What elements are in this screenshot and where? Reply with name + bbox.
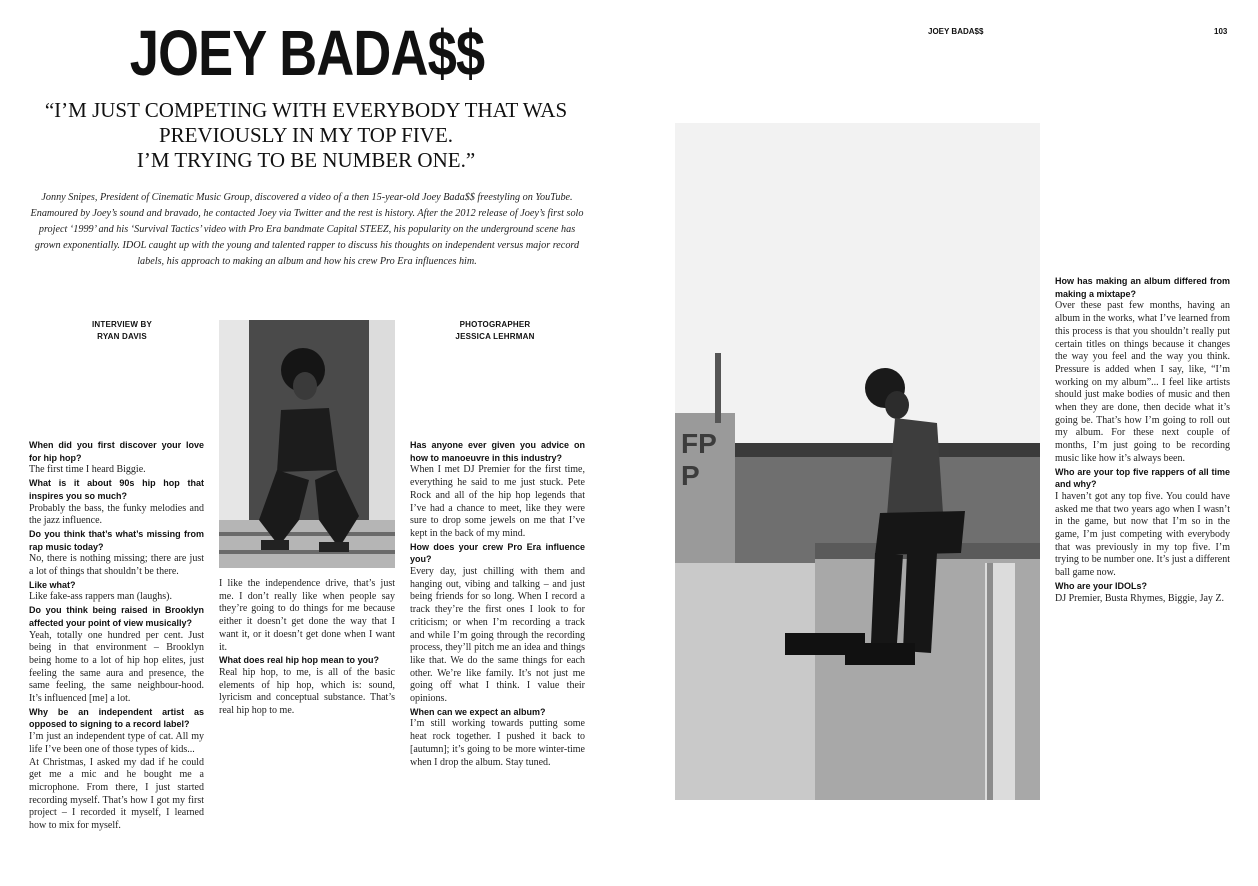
photographer-credit-name: JESSICA LEHRMAN <box>455 332 535 341</box>
answer: DJ Premier, Busta Rhymes, Biggie, Jay Z. <box>1055 592 1225 604</box>
page-number: 103 <box>1214 27 1228 36</box>
question: How has making an album differed from making a mixtape? <box>1055 276 1230 299</box>
pull-quote-line: PREVIOUSLY IN MY TOP FIVE. <box>158 123 454 147</box>
photographer-credit <box>440 319 550 343</box>
answer: Like fake-ass rappers man (laughs). <box>29 591 172 603</box>
interview-column-3 <box>410 439 585 769</box>
answer: I’m still working towards putting some heat rock together. I pushed it back to [autumn]; it’s going to be more winter-time when I drop the album. Stay tuned. <box>410 718 585 768</box>
answer: I haven’t got any top five. You could have asked me that two years ago when I wasn’t in the game, but now that I’m so in the game, I’m just competing with everybody that was previously in my top five. I’m trying to be number one. It’s just a different ball game now. <box>1055 490 1230 579</box>
question: When can we expect an album? <box>410 706 546 717</box>
answer: Over these past few months, having an album in the works, what I’ve learned from this process is that you shouldn’t really put certain titles on things because it changes the way you feel and the way you think. Pressure is added when I say, like, “I’m working on my album”... I feel like artists should just make bodies of music and then when they are done, then decide what it’s going be. That’s how I’m going to roll out my album. For these next couple of months, I’m just going to be recording music like how it’s always been. <box>1055 300 1230 464</box>
photographer-credit-label: PHOTOGRAPHER <box>459 320 531 329</box>
question: Like what? <box>29 579 76 590</box>
answer: I like the independence drive, that’s just me. I don’t really like when people say they’re going to do things for me because either it doesn’t get done the way that I want it, or it doesn’t get done when I want it. <box>219 578 395 653</box>
answer: Probably the bass, the funky melodies and the jazz influence. <box>29 502 204 527</box>
portrait-photo-large <box>675 123 1040 800</box>
question: How does your crew Pro Era influence you? <box>410 541 585 565</box>
running-head: JOEY BADA$$ <box>928 27 984 36</box>
question: Has anyone ever given you advice on how to manoeuvre in this industry? <box>410 440 585 463</box>
interview-column-1 <box>29 439 204 833</box>
answer: Real hip hop, to me, is all of the basic elements of hip hop, which is: sound, lyricism and conceptual substance. That’s real hip hop to me. <box>219 666 395 717</box>
question: What does real hip hop mean to you? <box>219 655 380 666</box>
answer: No, there is nothing missing; there are just a lot of things that shouldn’t be there. <box>29 553 204 578</box>
portrait-photo-small <box>219 320 395 568</box>
answer: The first time I heard Biggie. <box>29 464 146 476</box>
wall-graffiti: P <box>681 460 700 491</box>
interview-column-2 <box>219 578 395 718</box>
answer: At Christmas, I asked my dad if he could get me a mic and he bought me a microphone. From there, I just started recording myself. That’s how I got my first project – I recorded it myself, I learned how to mix for myself. <box>29 756 204 832</box>
interview-credit-name: RYAN DAVIS <box>97 332 147 341</box>
pull-quote <box>30 98 582 173</box>
interview-column-4 <box>1055 275 1230 605</box>
question: Do you think being raised in Brooklyn affected your point of view musically? <box>29 605 204 628</box>
interview-credit <box>72 319 172 343</box>
question: Who are your IDOLs? <box>1055 580 1148 591</box>
portrait-photo-large-graphic <box>675 123 1040 800</box>
pull-quote-line: “I’M JUST COMPETING WITH EVERYBODY THAT WAS <box>44 98 568 122</box>
article-title: JOEY BADA$$ <box>129 17 485 89</box>
portrait-photo-small-graphic <box>219 320 395 568</box>
answer: When I met DJ Premier for the first time, everything he said to me just stuck. Pete Rock and all of the hip hop legends that I’ve had a chance to meet, like they were sure to drop some jewels on me that I’ve kept in the back of my mind. <box>410 464 585 539</box>
answer: Yeah, totally one hundred per cent. Just being in that environment – Brooklyn being home to a lot of hip hop elites, just feeling the same aura and presence, the same feeling, the same neighbour-hood. It’s influenced [me] a lot. <box>29 629 204 705</box>
pull-quote-line: I’M TRYING TO BE NUMBER ONE.” <box>136 148 476 172</box>
question: Why be an independent artist as opposed to signing to a record label? <box>29 706 204 730</box>
question: What is it about 90s hip hop that inspires you so much? <box>29 478 204 501</box>
question: Do you think that’s what’s missing from rap music today? <box>29 528 204 552</box>
question: When did you first discover your love for hip hop? <box>29 440 204 463</box>
answer: I’m just an independent type of cat. All my life I’ve been one of those types of kids... <box>29 731 204 755</box>
wall-graffiti: FP <box>681 428 717 459</box>
answer: Every day, just chilling with them and hanging out, vibing and talking – and just being friends for so long. When I record a track they’re the first ones I look to for criticism; or when I’m recording a track and while I’m going through the recording process, they’ll pitch me an idea and things like that. We do the same things for each other. We’re like family. It’s not just me going off what I think. I value their opinions. <box>410 566 585 705</box>
intro-paragraph: Jonny Snipes, President of Cinematic Music Group, discovered a video of a then 15-year-old Joey Bada$$ freestyling on YouTube. Enamoured by Joey’s sound and bravado, he contacted Joey via Twitter and the rest is history. After the 2012 release of Joey’s first solo project ‘1999’ and his ‘Survival Tactics’ video with Pro Era bandmate Capital STEEZ, his popularity on the underground scene has grown exponentially. IDOL caught up with the young and talented rapper to discuss his thoughts on independent versus major record labels, his approach to making an album and how his crew Pro Era influences him. <box>30 192 584 267</box>
interview-credit-label: INTERVIEW BY <box>91 320 153 329</box>
question: Who are your top five rappers of all time and why? <box>1055 466 1230 490</box>
